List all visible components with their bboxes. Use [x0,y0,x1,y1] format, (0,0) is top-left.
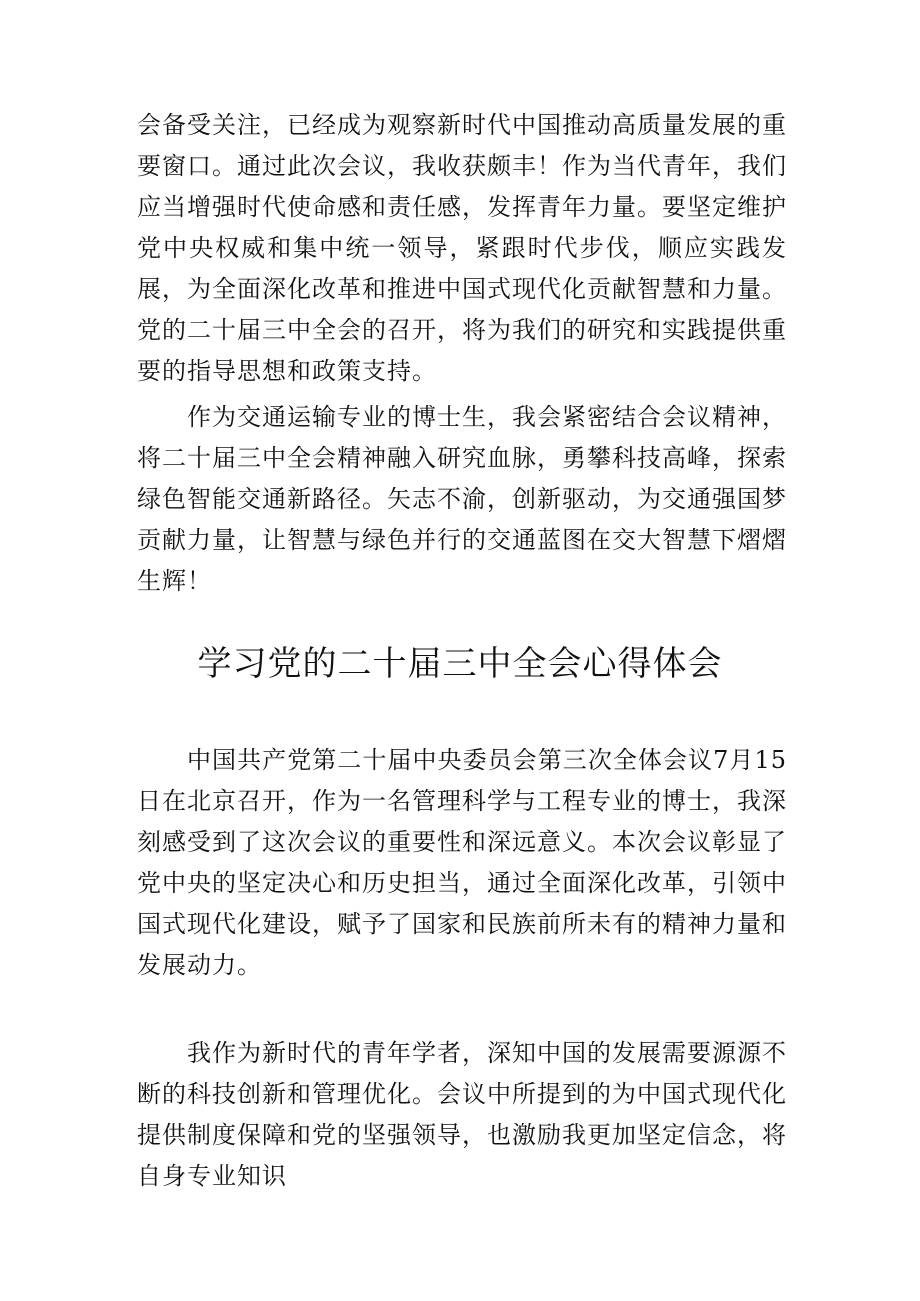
paragraph-young-scholar: 我作为新时代的青年学者，深知中国的发展需要源源不断的科技创新和管理优化。会议中所提到的为中国式现代化提供制度保障和党的坚强领导，也激励我更加坚定信念，将自身专业知识 [137,1039,787,1190]
paragraph-transport-phd: 作为交通运输专业的博士生，我会紧密结合会议精神，将二十届三中全会精神融入研究血脉，勇攀科技高峰，探索绿色智能交通新路径。矢志不渝，创新驱动，为交通强国梦贡献力量，让智慧与绿色并行的交通蓝图在交大智慧下熠熠生辉！ [137,403,787,595]
article-title: 学习党的二十届三中全会心得体会 [197,644,723,684]
paragraph-plenum-intro: 中国共产党第二十届中央委员会第三次全体会议7月15日在北京召开，作为一名管理科学与工程专业的博士，我深刻感受到了这次会议的重要性和深远意义。本次会议彰显了党中央的坚定决心和历史担当，通过全面深化改革，引领中国式现代化建设，赋予了国家和民族前所未有的精神力量和发展动力。 [137,746,787,979]
paragraph-continuation: 会备受关注，已经成为观察新时代中国推动高质量发展的重要窗口。通过此次会议，我收获颇丰！作为当代青年，我们应当增强时代使命感和责任感，发挥青年力量。要坚定维护党中央权威和集中统一领导，紧跟时代步伐，顺应实践发展，为全面深化改革和推进中国式现代化贡献智慧和力量。党的二十届三中全会的召开，将为我们的研究和实践提供重要的指导思想和政策支持。 [137,111,787,385]
